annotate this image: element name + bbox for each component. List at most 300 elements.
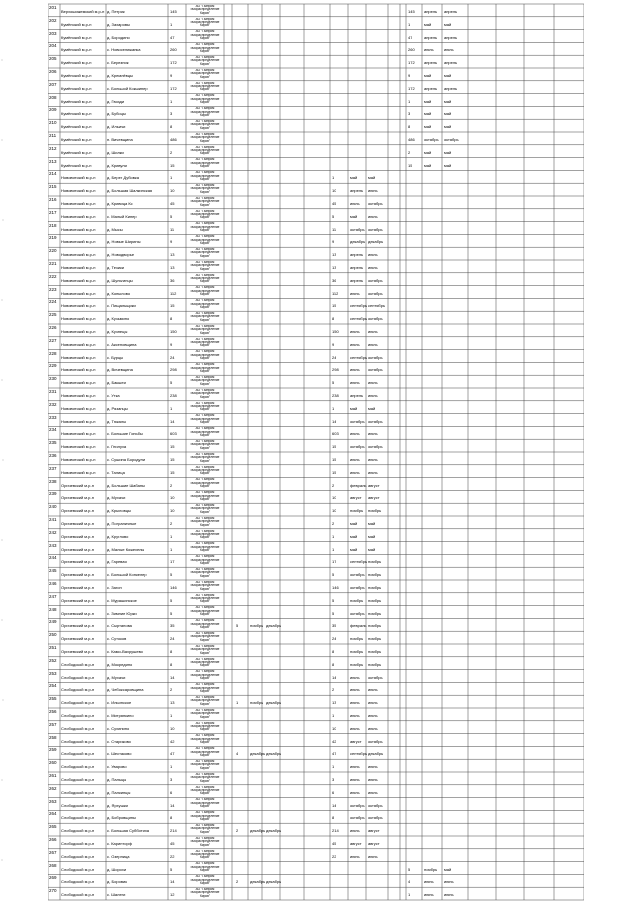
- group2-start: ноябрь: [350, 637, 364, 642]
- district-name: Кумёнский м.р-н: [61, 138, 92, 142]
- group2-count: 14: [332, 419, 337, 424]
- settlement-name: д. Ярхушки: [107, 803, 128, 808]
- group2-count: 9: [332, 240, 335, 245]
- source-line: АО "Газпром: [195, 132, 215, 136]
- settlement-name: с. Новоселижанка: [107, 48, 141, 53]
- source-line: Киров": [199, 817, 210, 821]
- source-line: газораспределение: [190, 58, 220, 63]
- settlement-name: д. Мухачи: [107, 675, 126, 680]
- group1-count: 5: [236, 624, 239, 629]
- group2-end: июль: [368, 726, 378, 731]
- source-line: газораспределение: [190, 45, 220, 50]
- row-number: 252: [49, 657, 57, 663]
- group2-start: июль: [350, 470, 360, 475]
- source-organization: [186, 760, 224, 770]
- group3-end: май: [444, 74, 452, 78]
- source-line: газораспределение: [190, 544, 220, 549]
- amount-value: 45: [170, 842, 175, 846]
- settlement-name: с. Озерница: [107, 854, 130, 859]
- source-line: АО "Газпром: [195, 120, 215, 123]
- group3-end: июнь: [444, 893, 454, 898]
- source-line: АО "Газпром: [195, 363, 215, 367]
- group2-count: 1: [332, 765, 335, 770]
- source-line: АО "Газпром: [195, 516, 215, 520]
- source-line: газораспределение: [190, 250, 220, 255]
- group2-start: ноябрь: [350, 650, 364, 654]
- row-number: 248: [49, 606, 57, 612]
- source-line: АО "Газпром: [195, 772, 215, 776]
- group2-start: декабрь: [350, 240, 366, 245]
- source-organization: [186, 722, 224, 732]
- source-line: АО "Газпром: [195, 235, 215, 239]
- source-line: АО "Газпром: [195, 43, 215, 47]
- group3-end: май: [444, 22, 452, 27]
- district-name: Нововятский м.р-н: [61, 368, 96, 373]
- district-name: Нововятский м.р-н: [61, 266, 96, 270]
- group2-end: ноябрь: [368, 611, 382, 616]
- amount-value: 298: [170, 368, 177, 373]
- group2-start: октябрь: [350, 419, 365, 424]
- source-line: газораспределение: [190, 7, 220, 12]
- amount-value: 10: [170, 496, 175, 501]
- settlement-name: с. Большой Кокшинер: [107, 86, 148, 91]
- source-line: АО "Газпром: [195, 721, 215, 725]
- group2-end: июль: [368, 470, 378, 475]
- amount-value: 146: [170, 586, 177, 590]
- amount-value: 15: [170, 445, 175, 450]
- amount-value: 14: [170, 803, 175, 808]
- district-name: Слободской м.р-н: [61, 803, 95, 808]
- settlement-name: д. Петрик: [107, 10, 125, 14]
- group2-end: октябрь: [368, 675, 383, 680]
- source-organization: [186, 683, 224, 693]
- group2-end: июль: [368, 394, 378, 398]
- group3-start: май: [424, 163, 432, 168]
- group2-end: ноябрь: [368, 573, 382, 578]
- source-line: Киров": [199, 266, 210, 271]
- settlement-name: с. Камо-Вахрушево: [107, 650, 143, 654]
- group3-end: май: [444, 867, 452, 872]
- settlement-name: д. Пограничные: [107, 522, 137, 526]
- group2-start: июль: [350, 675, 360, 680]
- settlement-name: д. Новодворье: [107, 253, 135, 258]
- district-name: Слободской м.р-н: [61, 829, 95, 834]
- source-organization: [186, 645, 224, 655]
- settlement-name: с. Талица: [107, 470, 125, 475]
- group3-end: май: [444, 150, 452, 155]
- source-line: Киров": [199, 484, 210, 489]
- source-line: Киров": [199, 74, 210, 79]
- amount-value: 8: [170, 650, 173, 654]
- group3-end: апрель: [444, 35, 458, 40]
- group2-count: 10: [332, 496, 337, 501]
- source-line: АО "Газпром: [195, 196, 215, 200]
- source-line: газораспределение: [190, 570, 220, 575]
- group2-count: 13: [332, 253, 337, 258]
- row-number: 220: [49, 248, 57, 254]
- row-number: 260: [49, 760, 57, 766]
- source-line: АО "Газпром: [195, 94, 215, 98]
- row-number: 257: [49, 721, 57, 727]
- amount-value: 14: [170, 419, 175, 424]
- source-line: Киров": [199, 548, 210, 553]
- row-number: 251: [49, 645, 57, 650]
- group1-count: 1: [236, 701, 239, 706]
- source-line: Киров": [199, 343, 210, 348]
- district-name: Слободской м.р-н: [61, 854, 95, 859]
- amount-value: 47: [170, 752, 175, 757]
- source-line: Киров": [199, 228, 210, 233]
- source-line: АО "Газпром: [195, 568, 215, 571]
- district-name: Кумёнский м.р-н: [61, 150, 92, 155]
- settlement-name: д. Шилки: [107, 150, 124, 155]
- settlement-name: д. Бобровщины: [107, 816, 136, 821]
- group2-start: октябрь: [350, 803, 365, 808]
- row-number: 253: [49, 670, 57, 676]
- group2-start: ноябрь: [350, 598, 364, 603]
- source-line: газораспределение: [190, 608, 220, 613]
- group2-end: май: [368, 406, 376, 411]
- amount-value: 42: [170, 739, 175, 744]
- settlement-name: д. Гаревая: [107, 560, 127, 565]
- group2-end: июль: [368, 432, 378, 437]
- district-name: Слободской м.р-н: [61, 662, 95, 667]
- source-line: АО "Газпром: [195, 30, 215, 34]
- source-line: газораспределение: [190, 391, 220, 396]
- group2-count: 146: [332, 586, 339, 590]
- row-number: 216: [49, 197, 57, 202]
- source-line: газораспределение: [190, 84, 220, 88]
- table-grid: [48, 0, 584, 905]
- group2-end: октябрь: [368, 803, 383, 808]
- district-name: Слободской м.р-н: [61, 739, 95, 744]
- source-line: газораспределение: [190, 634, 220, 639]
- group2-count: 24: [332, 637, 337, 642]
- source-line: газораспределение: [190, 877, 220, 882]
- group2-start: июль: [350, 714, 360, 718]
- group3-end: октябрь: [444, 138, 459, 142]
- group3-start: апрель: [424, 61, 438, 66]
- settlement-name: с. Стариково: [107, 739, 131, 744]
- amount-value: 5: [170, 573, 173, 578]
- group3-count: 1: [408, 893, 411, 898]
- source-organization: [186, 670, 224, 680]
- row-number: 233: [49, 414, 57, 420]
- district-name: Кумёнский м.р-н: [61, 99, 92, 104]
- source-line: Киров": [199, 215, 210, 220]
- source-line: Киров": [199, 458, 210, 463]
- settlement-name: д. Берег Дубовка: [107, 176, 139, 181]
- settlement-name: д. Кривица Кс: [107, 202, 133, 206]
- group2-start: июнь: [350, 701, 360, 706]
- source-organization: [186, 274, 224, 284]
- group3-start: октябрь: [424, 138, 439, 142]
- amount-value: 5: [170, 867, 173, 872]
- source-line: Киров": [199, 241, 210, 245]
- source-organization: [186, 5, 224, 15]
- settlement-name: с. Уварово: [107, 765, 127, 770]
- group3-count: 15: [408, 163, 413, 168]
- group2-count: 8: [332, 650, 335, 654]
- settlement-name: д. Гвозди: [107, 99, 125, 104]
- source-line: газораспределение: [190, 813, 220, 818]
- group2-start: август: [350, 739, 362, 744]
- amount-value: 1: [170, 547, 173, 552]
- source-line: газораспределение: [190, 493, 220, 498]
- source-organization: [186, 171, 224, 181]
- group2-start: апрель: [350, 253, 364, 258]
- source-line: газораспределение: [190, 775, 220, 780]
- source-organization: [186, 286, 224, 296]
- settlement-name: д. Мысы: [107, 227, 123, 232]
- source-organization: [186, 363, 224, 373]
- source-organization: [186, 158, 224, 168]
- group3-count: 486: [408, 138, 415, 142]
- group2-end: ноябрь: [368, 637, 382, 642]
- settlement-name: д. Копылово: [107, 291, 131, 296]
- source-organization: [186, 709, 224, 719]
- district-name: Кумёнский м.р-н: [61, 61, 92, 66]
- row-number: 264: [49, 811, 57, 817]
- row-number: 224: [49, 299, 57, 305]
- source-line: Киров": [199, 881, 210, 885]
- source-line: АО "Газпром: [195, 888, 215, 891]
- group2-count: 13: [332, 701, 337, 706]
- amount-value: 150: [170, 330, 177, 334]
- group2-start: май: [350, 534, 358, 539]
- amount-value: 13: [170, 266, 175, 270]
- amount-value: 13: [170, 253, 175, 258]
- source-line: газораспределение: [190, 32, 220, 37]
- district-name: Нововятский м.р-н: [61, 419, 96, 424]
- group2-end: июль: [368, 342, 378, 347]
- group2-end: июль: [368, 701, 378, 706]
- source-organization: [186, 402, 224, 412]
- source-line: Киров": [199, 151, 210, 156]
- source-organization: [186, 146, 224, 156]
- district-name: Нововятский м.р-н: [61, 445, 96, 450]
- source-organization: [186, 568, 224, 578]
- district-name: Нововятский м.р-н: [61, 381, 96, 386]
- source-line: газораспределение: [190, 224, 220, 229]
- group2-end: май: [368, 176, 376, 181]
- amount-value: 13: [170, 701, 175, 706]
- group2-start: июнь: [350, 381, 360, 386]
- source-line: Киров": [199, 49, 210, 53]
- group2-count: 17: [332, 560, 337, 565]
- source-line: АО "Газпром: [195, 542, 215, 546]
- group2-end: август: [368, 829, 380, 834]
- group2-start: октябрь: [350, 227, 365, 232]
- settlement-name: с. Пищальщики: [107, 304, 136, 309]
- row-number: 247: [49, 593, 57, 599]
- source-line: Киров": [199, 689, 210, 693]
- district-name: Слободской м.р-н: [61, 842, 95, 846]
- group3-start: май: [424, 125, 432, 130]
- group1-end: декабрь: [266, 752, 282, 757]
- source-line: Киров": [199, 855, 210, 860]
- source-line: АО "Газпром: [195, 606, 215, 610]
- district-name: Оричевский м.р-н: [61, 624, 94, 629]
- group2-count: 5: [332, 598, 335, 603]
- source-line: газораспределение: [190, 109, 220, 114]
- source-line: Киров": [199, 612, 210, 617]
- amount-value: 3: [170, 778, 173, 782]
- source-line: газораспределение: [190, 340, 220, 344]
- district-name: Нововятский м.р-н: [61, 317, 96, 322]
- source-organization: [186, 555, 224, 565]
- source-line: АО "Газпром: [195, 286, 215, 290]
- source-line: АО "Газпром: [195, 683, 215, 687]
- group2-end: октябрь: [368, 419, 383, 424]
- group2-count: 1: [332, 714, 335, 718]
- source-line: АО "Газпром: [195, 248, 215, 251]
- district-name: Оричевский м.р-н: [61, 586, 94, 590]
- amount-value: 17: [170, 560, 175, 565]
- district-name: Слободской м.р-н: [61, 701, 95, 706]
- settlement-name: д. Кузнецы: [107, 330, 128, 334]
- row-number: 212: [49, 145, 57, 151]
- group2-start: октябрь: [350, 816, 365, 821]
- settlement-name: д. Тезики: [107, 266, 124, 270]
- row-number: 213: [49, 158, 57, 164]
- group2-count: 214: [332, 829, 339, 834]
- group1-count: 4: [236, 752, 239, 757]
- group2-count: 603: [332, 432, 339, 437]
- source-line: газораспределение: [190, 698, 220, 703]
- source-organization: [186, 888, 224, 898]
- settlement-name: с. Сыртанова: [107, 624, 132, 629]
- settlement-name: д. Тюкалы: [107, 419, 127, 424]
- source-organization: [186, 581, 224, 591]
- group2-end: июль: [368, 330, 378, 334]
- group2-end: декабрь: [368, 752, 384, 757]
- row-number: 228: [49, 350, 57, 356]
- source-line: АО "Газпром: [195, 184, 215, 187]
- source-organization: [186, 811, 224, 821]
- group3-end: апрель: [444, 86, 458, 91]
- source-line: газораспределение: [190, 800, 220, 805]
- row-number: 255: [49, 696, 57, 702]
- district-name: Нововятский м.р-н: [61, 406, 96, 411]
- group2-count: 1: [332, 534, 335, 539]
- source-line: газораспределение: [190, 672, 220, 677]
- source-organization: [186, 619, 224, 629]
- district-name: Нововятский м.р-н: [61, 291, 96, 296]
- row-number: 265: [49, 824, 57, 830]
- group3-end: май: [444, 163, 452, 168]
- source-organization: [186, 94, 224, 104]
- district-name: Слободской м.р-н: [61, 867, 95, 872]
- source-line: Киров": [199, 778, 210, 783]
- settlement-name: д. Ильичи: [107, 125, 126, 130]
- group2-start: июль: [350, 790, 360, 795]
- amount-value: 24: [170, 637, 175, 642]
- group3-end: май: [444, 125, 452, 130]
- row-number: 232: [49, 401, 57, 407]
- settlement-name: д. Палкинцы: [107, 790, 131, 795]
- row-number: 269: [49, 875, 57, 881]
- group3-start: июнь: [424, 880, 434, 885]
- district-name: Оричевский м.р-н: [61, 483, 94, 488]
- source-organization: [186, 747, 224, 757]
- source-organization: [186, 299, 224, 309]
- source-line: газораспределение: [190, 352, 220, 357]
- source-organization: [186, 875, 224, 885]
- source-line: Киров": [199, 650, 210, 655]
- source-line: АО "Газпром: [195, 68, 215, 72]
- group2-end: октябрь: [368, 368, 383, 373]
- source-line: Киров": [199, 381, 210, 386]
- settlement-name: с. Березник: [107, 61, 129, 66]
- group2-end: июнь: [368, 854, 378, 859]
- group2-count: 14: [332, 803, 337, 808]
- source-line: АО "Газпром: [195, 324, 215, 328]
- source-organization: [186, 427, 224, 437]
- source-line: АО "Газпром: [195, 145, 215, 149]
- amount-value: 12: [170, 893, 175, 898]
- row-number: 215: [49, 184, 57, 190]
- row-number: 263: [49, 798, 57, 804]
- row-number: 266: [49, 837, 57, 842]
- source-line: Киров": [199, 765, 210, 770]
- group2-start: октябрь: [350, 573, 365, 578]
- group2-count: 1: [332, 406, 335, 411]
- source-line: газораспределение: [190, 276, 220, 280]
- table-sheet: [48, 0, 584, 905]
- source-line: Киров": [199, 753, 210, 757]
- source-organization: [186, 389, 224, 399]
- group2-count: 15: [332, 458, 337, 462]
- group2-end: июнь: [368, 189, 378, 194]
- source-line: АО "Газпром: [195, 427, 215, 431]
- group2-count: 6: [332, 790, 335, 795]
- settlement-name: д. Бородино: [107, 35, 130, 40]
- source-line: газораспределение: [190, 160, 220, 165]
- amount-value: 9: [170, 74, 173, 78]
- row-number: 225: [49, 312, 57, 318]
- source-line: АО "Газпром: [195, 478, 215, 482]
- group2-start: май: [350, 522, 358, 526]
- source-organization: [186, 69, 224, 79]
- group3-count: 47: [408, 35, 413, 40]
- row-number: 246: [49, 581, 57, 586]
- source-organization: [186, 350, 224, 360]
- row-number: 223: [49, 286, 57, 292]
- source-organization: [186, 478, 224, 488]
- source-line: АО "Газпром: [195, 580, 215, 584]
- row-number: 241: [49, 517, 57, 522]
- group1-start: декабрь: [250, 880, 266, 885]
- amount-value: 145: [170, 10, 177, 14]
- group2-end: октябрь: [368, 355, 383, 360]
- source-line: Киров": [199, 407, 210, 412]
- source-organization: [186, 491, 224, 501]
- group2-end: ноябрь: [368, 662, 382, 667]
- group2-count: 112: [332, 291, 339, 296]
- amount-value: 8: [170, 816, 173, 821]
- source-line: Киров": [199, 893, 210, 898]
- group2-end: июль: [368, 214, 378, 219]
- source-line: газораспределение: [190, 506, 220, 511]
- district-name: Оричевский м.р-н: [61, 598, 94, 603]
- source-organization: [186, 338, 224, 348]
- source-line: АО "Газпром: [195, 824, 215, 827]
- group2-end: июнь: [368, 765, 378, 770]
- group2-start: октябрь: [350, 586, 365, 590]
- group2-end: декабрь: [368, 240, 384, 245]
- group2-start: май: [350, 547, 358, 552]
